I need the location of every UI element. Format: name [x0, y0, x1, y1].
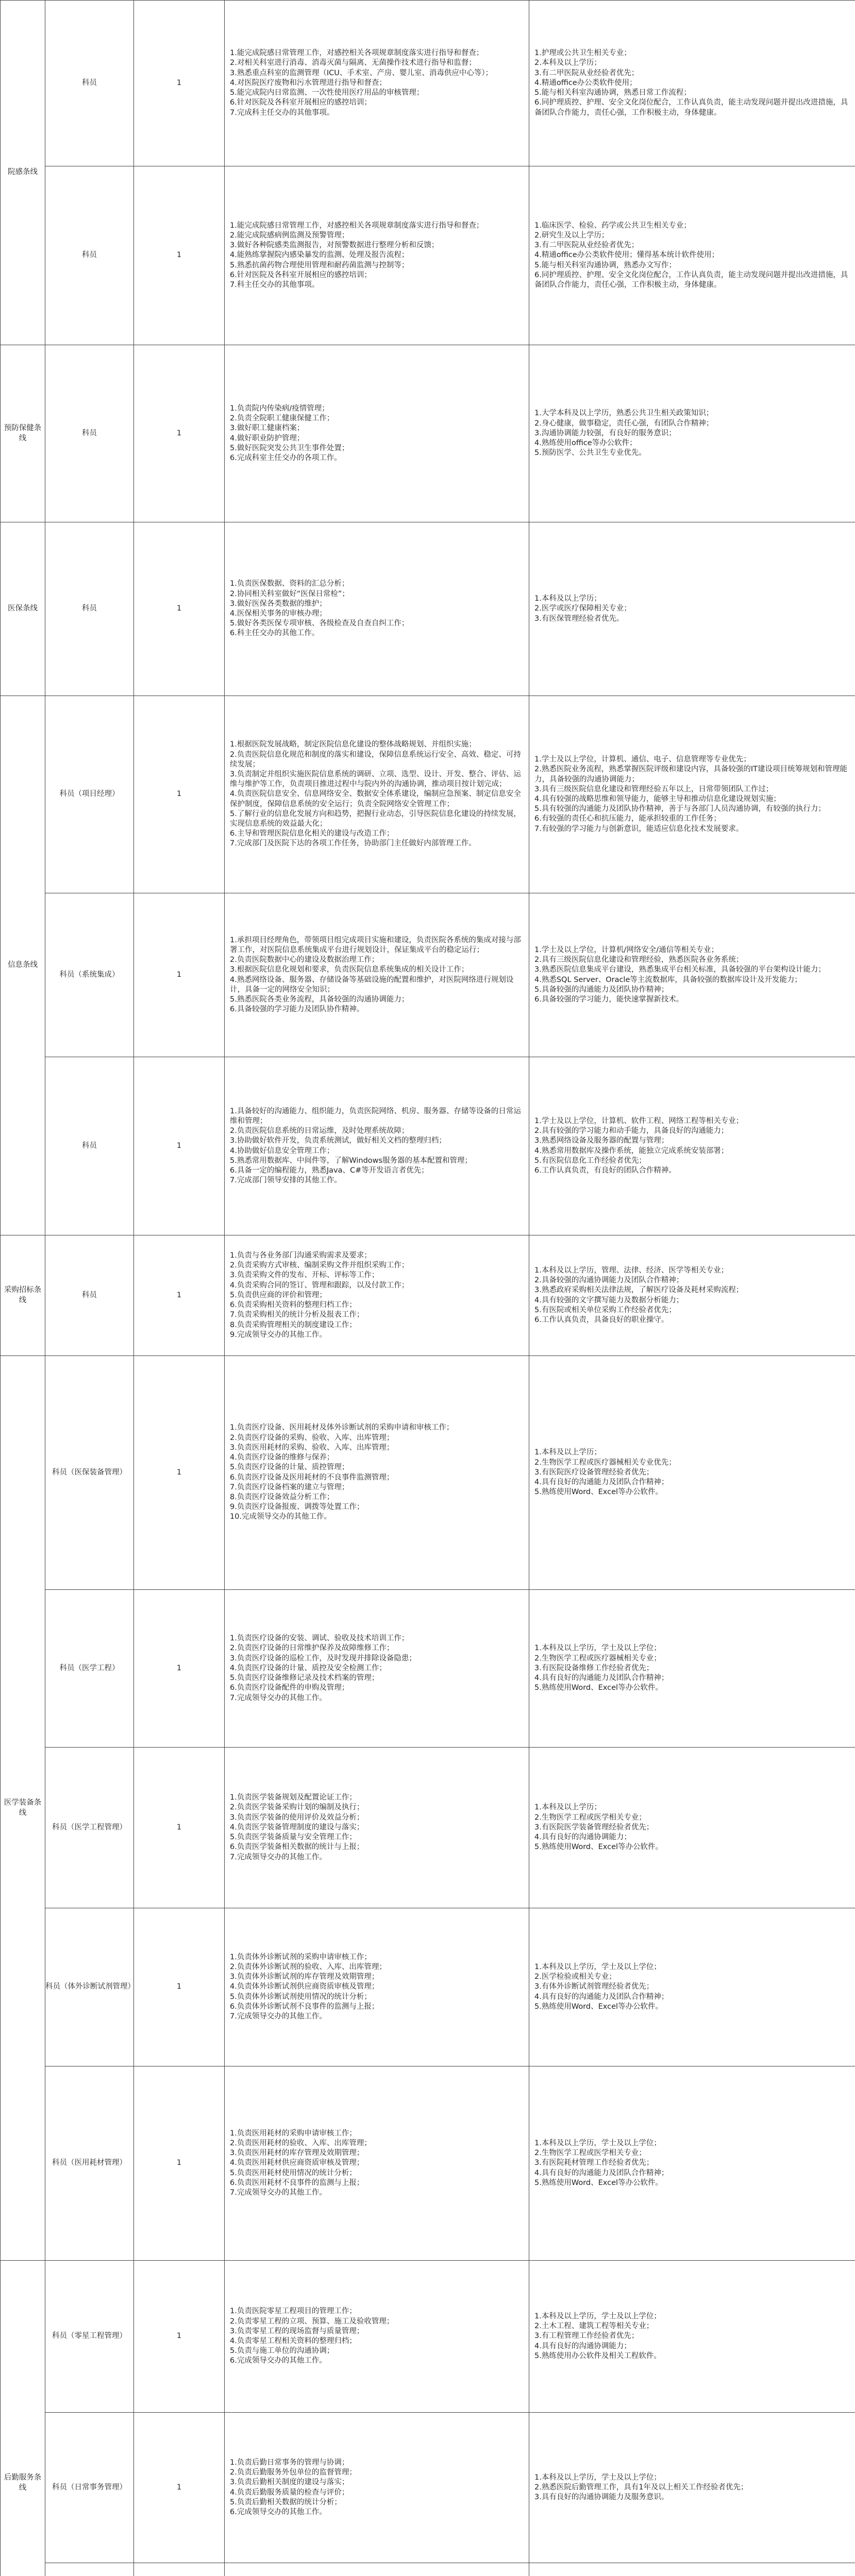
duty-line: 3.负责零星工程的现场监督与质量管理；	[230, 2327, 364, 2335]
post-cell	[45, 2563, 134, 2576]
requirement-line: 1.本科及以上学历，学士及以上学位；	[534, 1644, 661, 1653]
requirement-line: 1.护理或公共卫生相关专业；	[534, 49, 631, 58]
duty-line: 6.完成领导交办的其他工作。	[230, 2357, 327, 2365]
duty-line: 7.完成领导交办的其他工作。	[230, 2189, 327, 2197]
requirement-line: 3.有二甲医院从业经验者优先；	[534, 69, 639, 77]
requirement-line: 1.本科及以上学历；	[534, 1448, 601, 1457]
duties-cell	[225, 345, 529, 522]
duties-cell	[225, 1908, 529, 2066]
requirement-line: 2.熟悉医院后勤管理工作，具有1年及以上相关工作经验者优先；	[534, 2483, 748, 2492]
requirements-cell	[529, 1908, 855, 2066]
duty-line: 2.负责医院信息化规范和制度的落实和建设，保障信息系统运行安全、高效、稳定、可持续发展；	[230, 750, 521, 769]
requirement-line: 3.熟悉政府采购相关法律法规，了解医疗设备及耗材采购流程；	[534, 1286, 744, 1295]
requirement-line: 6.同护理质控、护理、安全文化岗位配合，工作认真负责，能主动发现问题并提出改进措施，具备团队合作能力，责任心强，工作积极主动，身体健康。	[534, 270, 848, 289]
duty-line: 4.协助做好信息安全管理工作；	[230, 1146, 334, 1155]
count-cell: 1	[134, 1908, 225, 2066]
requirement-line: 4.具有较强的文字撰写能力及数据分析能力；	[534, 1296, 684, 1304]
duty-line: 5.负责医疗设备的计量、质控管理；	[230, 1463, 349, 1472]
requirement-line: 4.熟悉常用数据库及操作系统，能独立完成系统安装部署；	[534, 1146, 729, 1155]
requirement-line: 5.熟练使用Word、Excel等办公软件。	[534, 2002, 663, 2011]
requirement-line: 1.本科及以上学历，学士及以上学位；	[534, 1962, 661, 1971]
requirement-line: 5.预防医学、公共卫生专业优先。	[534, 449, 646, 457]
count-cell: 1	[134, 696, 225, 893]
duty-line: 3.负责医用耗材的采购、验收、入库、出库管理；	[230, 1443, 394, 1452]
requirement-line: 1.本科及以上学历；	[534, 595, 601, 603]
requirement-line: 5.具有较强的沟通能力及团队协作精神，善于与各部门人员沟通协调，有较强的执行力；	[534, 805, 826, 814]
duty-line: 9.完成领导交办的其他工作。	[230, 1330, 327, 1339]
requirement-line: 2.土木工程、建筑工程等相关专业；	[534, 2322, 654, 2331]
category-cell: 院感条线	[1, 1, 45, 345]
post-cell: 科员	[45, 1235, 134, 1356]
requirement-line: 3.具有三级医院信息化建设和管理经验五年以上，日常带领团队工作过；	[534, 785, 774, 793]
table-row	[1, 2066, 855, 2261]
count-cell: 1	[134, 1590, 225, 1748]
requirement-line: 5.有医院或相关单位采购工作经验者优先；	[534, 1306, 676, 1314]
duty-line: 5.负责供应商的评价和管理；	[230, 1291, 327, 1299]
duty-line: 6.负责医疗设备及医用耗材的不良事件监测管理；	[230, 1473, 394, 1482]
requirements-cell	[529, 893, 855, 1057]
requirement-line: 4.精通office办公类软件使用；懂得基本统计软件使用；	[534, 251, 719, 260]
duties-cell	[225, 2563, 529, 2576]
requirement-line: 5.熟练使用Word、Excel等办公软件。	[534, 1843, 663, 1852]
duty-line: 4.负责医疗设备的维修与保养；	[230, 1453, 334, 1462]
category-cell: 预防保健条线	[1, 345, 45, 522]
duty-line: 1.负责医学装备规划及配置论证工作；	[230, 1793, 357, 1802]
requirement-line: 3.有医院设备维修工作经验者优先；	[534, 1664, 654, 1672]
duties-cell	[225, 1748, 529, 1908]
duty-line: 2.负责医院数据中心的建设及数据治理工作；	[230, 956, 379, 964]
duties-cell	[225, 2261, 529, 2413]
table-row	[1, 1356, 855, 1590]
duty-line: 10.完成领导交办的其他工作。	[230, 1513, 332, 1521]
requirement-line: 1.学士及以上学位，计算机、通信、电子、信息管理等专业优先；	[534, 755, 751, 764]
duty-line: 2.能完成院感病例监测及预警管理；	[230, 231, 349, 240]
count-cell: 1	[134, 1, 225, 166]
requirement-line: 6.具备较强的学习能力，能快速掌握新技术。	[534, 995, 684, 1004]
count-cell: 1	[134, 522, 225, 696]
duty-line: 1.负责体外诊断试剂的采购申请审核工作；	[230, 1953, 372, 1961]
requirement-line: 4.精通office办公类软件使用；	[534, 78, 637, 87]
post-cell: 科员（项目经理）	[45, 696, 134, 893]
requirement-line: 4.具有良好的沟通协调能力；	[534, 2342, 631, 2350]
duty-line: 1.负责后勤日常事务的管理与协调；	[230, 2458, 349, 2467]
requirement-line: 3.熟悉医院信息集成平台建设，熟悉集成平台相关标准，具备较强的平台架构设计能力；	[534, 965, 826, 974]
post-cell: 科员	[45, 166, 134, 345]
duty-line: 2.负责医疗设备的日常维护保养及故障维修工作；	[230, 1644, 394, 1653]
post-cell: 科员（医学工程管理）	[45, 1748, 134, 1908]
duty-line: 7.完成领导交办的其他工作。	[230, 2012, 327, 2021]
requirement-line: 1.临床医学、检验、药学或公共卫生相关专业；	[534, 221, 691, 230]
count-cell: 1	[134, 1748, 225, 1908]
duty-line: 6.完成科室主任交办的各项工作。	[230, 453, 342, 462]
requirement-line: 6.工作认真负责，有良好的团队合作精神。	[534, 1166, 676, 1175]
requirement-line: 2.研究生及以上学历；	[534, 231, 609, 240]
post-cell: 科员（日常事务管理）	[45, 2413, 134, 2563]
post-cell: 科员	[45, 345, 134, 522]
table-row	[1, 696, 855, 893]
requirement-line: 4.具有良好的沟通协调能力；	[534, 1833, 631, 1842]
requirement-line: 2.医学或医疗保障相关专业；	[534, 604, 631, 613]
duty-line: 2.负责全院职工健康保健工作；	[230, 414, 334, 423]
post-cell: 科员（医学工程）	[45, 1590, 134, 1748]
duty-line: 1.负责与各业务部门沟通采购需求及要求；	[230, 1251, 372, 1260]
duty-line: 2.负责医院信息系统的日常运维，及时处理系统故障；	[230, 1127, 409, 1136]
requirement-line: 4.熟悉SQL Server、Oracle等主流数据库，具备较强的数据库设计及开发能力；	[534, 975, 802, 984]
duty-line: 5.负责体外诊断试剂使用情况的统计分析；	[230, 1992, 372, 2001]
duty-line: 2.负责医学装备采购计划的编制及执行；	[230, 1803, 364, 1812]
requirement-line: 1.本科及以上学历，学士及以上学位；	[534, 2473, 661, 2482]
requirements-cell	[529, 1748, 855, 1908]
duties-cell	[225, 893, 529, 1057]
duty-line: 4.医保相关事务的审核办理；	[230, 609, 327, 618]
duties-cell	[225, 1057, 529, 1235]
requirement-line: 4.具有良好的沟通能力及团队合作精神；	[534, 2168, 669, 2177]
duty-line: 6.具备较强的学习能力及团队协作精神。	[230, 1005, 364, 1014]
requirements-cell	[529, 1356, 855, 1590]
requirement-line: 3.有医院医疗设备管理经验者优先；	[534, 1468, 654, 1477]
requirements-cell	[529, 166, 855, 345]
duty-line: 4.负责医院信息安全、信息网络安全、数据安全体系建设，编制应急预案、制定信息安全保护制度，保障信息系统的安全运行；负责全院网络安全管理工作；	[230, 790, 521, 808]
duties-cell	[225, 1356, 529, 1590]
requirement-line: 5.熟练使用Word、Excel等办公软件。	[534, 1684, 663, 1692]
duty-line: 5.负责医学装备质量与安全管理工作；	[230, 1833, 357, 1842]
duty-line: 3.负责采购文件的发布、开标、评标等工作；	[230, 1271, 379, 1280]
duty-line: 6.负责医用耗材不良事件的监测与上报；	[230, 2178, 364, 2187]
duty-line: 8.负责采购管理相关的制度建设工作；	[230, 1320, 357, 1329]
count-cell	[134, 2563, 225, 2576]
category-cell: 采购招标条线	[1, 1235, 45, 1356]
duty-line: 7.完成领导交办的其他工作。	[230, 1693, 327, 1702]
count-cell: 1	[134, 2261, 225, 2413]
duties-cell	[225, 1, 529, 166]
post-cell: 科员（医用耗材管理）	[45, 2066, 134, 2261]
requirement-line: 1.本科及以上学历，学士及以上学位；	[534, 2139, 661, 2147]
duty-line: 6.具备一定的编程能力，熟悉Java、C#等开发语言者优先；	[230, 1166, 429, 1175]
requirement-line: 3.熟悉网络设备及服务器的配置与管理；	[534, 1137, 669, 1145]
duty-line: 7.完成科主任交办的其他事项。	[230, 108, 334, 117]
requirements-cell	[529, 696, 855, 893]
duty-line: 8.负责医疗设备效益分析工作；	[230, 1493, 334, 1501]
post-cell: 科员（体外诊断试剂管理）	[45, 1908, 134, 2066]
requirement-line: 2.具备较强的沟通协调能力及团队合作精神；	[534, 1276, 684, 1285]
requirement-line: 1.大学本科及以上学历，熟悉公共卫生相关政策知识；	[534, 409, 714, 418]
duty-line: 4.能熟练掌握院内感染暴发的监测、处理及报告流程；	[230, 251, 409, 260]
requirement-line: 3.有工程管理工作经验者优先；	[534, 2332, 639, 2341]
table-row	[1, 893, 855, 1057]
requirement-line: 5.熟练使用Word、Excel等办公软件。	[534, 1488, 663, 1497]
requirement-line: 6.工作认真负责，具备良好的职业操守。	[534, 1315, 669, 1324]
duty-line: 4.负责医用耗材供应商资质审核及管理；	[230, 2159, 364, 2167]
requirement-line: 6.同护理质控、护理、安全文化岗位配合，工作认真负责，能主动发现问题并提出改进措施，具备团队合作能力，责任心强，工作积极主动，身体健康。	[534, 98, 848, 117]
duty-line: 3.负责体外诊断试剂的库存管理及效期管理；	[230, 1973, 379, 1981]
requirement-line: 3.有体外诊断试剂管理经验者优先；	[534, 1982, 654, 1991]
duty-line: 5.熟悉医院各类业务流程，具备较强的沟通协调能力；	[230, 995, 409, 1004]
duty-line: 7.负责医疗设备档案的建立与管理；	[230, 1483, 349, 1492]
duty-line: 3.负责医疗设备的巡检工作，及时发现并排除设备隐患；	[230, 1654, 416, 1663]
count-cell: 1	[134, 166, 225, 345]
duty-line: 2.负责后勤服务外包单位的监督管理；	[230, 2468, 357, 2477]
requirement-line: 5.熟练使用Word、Excel等办公软件。	[534, 2178, 663, 2187]
table-row	[1, 1235, 855, 1356]
table-row	[1, 1590, 855, 1748]
duty-line: 4.负责采购合同的签订、管理和跟踪，以及付款工作；	[230, 1281, 409, 1290]
count-cell: 1	[134, 1356, 225, 1590]
requirement-line: 2.生物医学工程或医疗器械相关专业优先；	[534, 1458, 676, 1467]
post-cell: 科员（系统集成）	[45, 893, 134, 1057]
duties-cell	[225, 1235, 529, 1356]
duties-cell	[225, 1590, 529, 1748]
duty-line: 5.负责后勤相关数据的统计分析；	[230, 2498, 342, 2506]
requirement-line: 4.具有良好的沟通能力及团队合作精神；	[534, 1992, 669, 2001]
requirements-cell	[529, 2261, 855, 2413]
requirement-line: 3.有医院医学装备管理经验者优先；	[534, 1823, 654, 1832]
category-cell: 信息条线	[1, 696, 45, 1235]
requirement-line: 7.有较强的学习能力与创新意识，能适应信息化技术发展要求。	[534, 824, 744, 833]
duty-line: 4.负责医学装备管理制度的建设与落实；	[230, 1823, 364, 1832]
duty-line: 5.负责医疗设备维修记录及技术档案的管理；	[230, 1674, 379, 1683]
duty-line: 6.负责体外诊断试剂不良事件的监测与上报；	[230, 2002, 379, 2011]
duty-line: 3.做好职工健康档案；	[230, 424, 305, 433]
requirement-line: 2.具有三级医院信息化建设和管理经验，熟悉医院各业务系统；	[534, 956, 744, 964]
duty-line: 2.协同相关科室做好“医保日常检”；	[230, 589, 349, 598]
table-row	[1, 2261, 855, 2413]
duty-line: 6.负责采购相关资料的整理归档工作；	[230, 1301, 357, 1310]
duty-line: 2.对相关科室进行消毒、消毒灭菌与隔离、无菌操作技术进行指导和监督；	[230, 59, 476, 67]
duty-line: 7.完成领导交办的其他工作。	[230, 1853, 327, 1861]
requirements-cell	[529, 1235, 855, 1356]
requirement-line: 5.有医院信息化工作经验者优先；	[534, 1156, 646, 1165]
duty-line: 2.负责医疗设备的采购、验收、入库、出库管理；	[230, 1433, 394, 1442]
post-cell: 科员（医保装备管理）	[45, 1356, 134, 1590]
requirement-line: 2.具有较强的学习能力和动手能力，具备良好的沟通能力；	[534, 1127, 729, 1136]
duty-line: 1.负责院内传染病/疫情管理；	[230, 404, 329, 413]
duties-cell	[225, 522, 529, 696]
duty-line: 2.负责零星工程的立项、预算、施工及验收管理；	[230, 2317, 394, 2326]
duty-line: 6.完成领导交办的其他工作。	[230, 2507, 327, 2516]
requirement-line: 3.有二甲医院从业经验者优先；	[534, 241, 639, 250]
duty-line: 9.负责医疗设备报废、调拨等处置工作；	[230, 1503, 364, 1512]
count-cell: 1	[134, 345, 225, 522]
requirement-line: 3.具有良好的沟通协调能力及服务意识。	[534, 2493, 669, 2502]
duty-line: 7.完成部门领导安排的其他工作。	[230, 1176, 342, 1185]
duties-cell	[225, 166, 529, 345]
requirement-line: 5.能与相关科室沟通协调，熟悉日常工作流程；	[534, 89, 691, 97]
table-row	[1, 345, 855, 522]
post-cell: 科员	[45, 1, 134, 166]
duty-line: 5.了解行业的信息化发展方向和趋势，把握行业动态，引导医院信息化建设的持续发展，实现信息系统的效益最大化；	[230, 809, 521, 828]
post-cell: 科员	[45, 522, 134, 696]
count-cell: 1	[134, 893, 225, 1057]
requirement-line: 4.熟练使用office等办公软件；	[534, 439, 637, 448]
duty-line: 4.负责体外诊断试剂供应商资质审核及管理；	[230, 1982, 379, 1991]
post-cell: 科员	[45, 1057, 134, 1235]
duty-line: 1.能完成院感日常管理工作，对感控相关各项规章制度落实进行指导和督查；	[230, 221, 484, 230]
table-body	[1, 1, 855, 2576]
requirement-line: 4.具有良好的沟通能力及团队合作精神；	[534, 1674, 669, 1683]
table-row	[1, 2563, 855, 2576]
requirement-line: 1.本科及以上学历，学士及以上学位；	[534, 2312, 661, 2320]
duty-line: 6.针对医院及各科室开展相应的感控培训；	[230, 270, 372, 279]
requirement-line: 1.学士及以上学位，计算机/网络安全/通信等相关专业；	[534, 945, 719, 954]
category-cell: 医学装备条线	[1, 1356, 45, 2261]
duty-line: 7.完成部门及医院下达的各项工作任务，协助部门主任做好内部管理工作。	[230, 839, 476, 848]
duty-line: 1.负责医院零星工程项目的管理工作；	[230, 2307, 357, 2316]
duty-line: 3.协助做好软件开发，负责系统测试，做好相关文档的整理归档；	[230, 1137, 446, 1145]
requirement-line: 4.具有良好的沟通能力及团队合作精神；	[534, 1478, 669, 1487]
table-row	[1, 1908, 855, 2066]
duty-line: 1.能完成院感日常管理工作，对感控相关各项规章制度落实进行指导和督查；	[230, 49, 484, 58]
duty-line: 3.做好医保各类数据的维护；	[230, 599, 327, 608]
duties-cell	[225, 2066, 529, 2261]
requirement-line: 3.有医保管理经验者优先。	[534, 614, 624, 623]
duty-line: 4.负责后勤服务质量的检查与评价；	[230, 2488, 349, 2497]
duty-line: 1.承担项目经理角色，带领项目组完成项目实施和建设，负责医院各系统的集成对接与部署工作，对医院信息系统集成平台进行规划设计，保证集成平台的稳定运行；	[230, 936, 521, 954]
duty-line: 2.负责医用耗材的验收、入库、出库管理；	[230, 2139, 372, 2147]
requirements-cell	[529, 2066, 855, 2261]
duty-line: 4.做好职业防护管理；	[230, 434, 305, 443]
count-cell: 1	[134, 2413, 225, 2563]
requirement-line: 2.医学检验或相关专业；	[534, 1973, 616, 1981]
count-cell: 1	[134, 2066, 225, 2261]
table-row	[1, 1, 855, 166]
duty-line: 6.负责医疗设备配件的申购及管理；	[230, 1684, 349, 1692]
requirements-cell	[529, 1057, 855, 1235]
requirement-line: 5.能与相关科室沟通协调，熟悉办文写作；	[534, 261, 676, 269]
count-cell: 1	[134, 1057, 225, 1235]
requirement-line: 2.生物医学工程或医学相关专业；	[534, 1813, 646, 1822]
requirement-line: 2.本科及以上学历；	[534, 59, 601, 67]
requirement-line: 2.熟悉医院业务流程，熟悉掌握医院评级和建设内容，具备较强的IT建设项目统筹规划和管理能力，具备较强的沟通协调能力；	[534, 765, 847, 784]
requirement-line: 2.生物医学工程或医疗器械相关专业；	[534, 1654, 661, 1663]
requirement-line: 1.本科及以上学历，管理、法律、经济、医学等相关专业；	[534, 1266, 729, 1275]
duty-line: 5.做好各类医保专项审核、各级检查及自查自纠工作；	[230, 619, 409, 628]
table-row	[1, 1748, 855, 1908]
duty-line: 1.具备较好的沟通能力、组织能力，负责医院网络、机房、服务器、存储等设备的日常运维和管理；	[230, 1107, 521, 1125]
requirements-cell	[529, 345, 855, 522]
duty-line: 3.做好各种院感类监测报告，对预警数据进行整理分析和反馈；	[230, 241, 439, 250]
requirement-line: 2.生物医学工程或医学相关专业；	[534, 2149, 646, 2158]
duty-line: 5.做好医院突发公共卫生事件处置；	[230, 444, 349, 452]
requirement-line: 4.具有较强的战略思维和领导能力，能够主导和推动信息化建设规划实施；	[534, 795, 781, 803]
duty-line: 3.根据医院信息化规划和要求，负责医院信息系统集成的相关设计工作；	[230, 965, 469, 974]
requirement-line: 2.身心健康，做事稳定，责任心强，有团队合作精神；	[534, 419, 714, 428]
duty-line: 1.负责医疗设备、医用耗材及体外诊断试剂的采购申请和审核工作；	[230, 1423, 454, 1432]
duty-line: 2.负责体外诊断试剂的验收、入库、出库管理；	[230, 1962, 387, 1971]
duty-line: 1.负责医保数据、资料的汇总分析；	[230, 580, 349, 588]
duty-line: 1.负责医用耗材的采购申请审核工作；	[230, 2129, 357, 2138]
requirements-cell	[529, 522, 855, 696]
requirements-cell	[529, 2563, 855, 2576]
table-row	[1, 522, 855, 696]
duty-line: 5.能完成院内日常监测、一次性使用医疗用品的审核管理；	[230, 89, 424, 97]
table-row	[1, 2413, 855, 2563]
requirements-cell	[529, 1590, 855, 1748]
duty-line: 5.熟悉抗菌药物合理使用管理和耐药菌监测与控制等；	[230, 261, 409, 269]
requirement-line: 1.本科及以上学历；	[534, 1803, 601, 1812]
post-cell: 科员（零星工程管理）	[45, 2261, 134, 2413]
requirement-line: 3.沟通协调能力较强，有良好的服务意识；	[534, 429, 676, 437]
table-row	[1, 1057, 855, 1235]
duty-line: 3.负责医学装备的使用评价及效益分析；	[230, 1813, 364, 1822]
category-cell: 医保条线	[1, 522, 45, 696]
requirements-cell	[529, 2413, 855, 2563]
duties-cell	[225, 2413, 529, 2563]
duty-line: 6.科主任交办的其他工作。	[230, 629, 320, 638]
duty-line: 6.负责医学装备相关数据的统计与上报；	[230, 1843, 364, 1852]
count-cell: 1	[134, 1235, 225, 1356]
duty-line: 6.针对医院及各科室开展相应的感控培训；	[230, 98, 372, 107]
requirement-line: 6.有较强的责任心和抗压能力，能承担较重的工作任务；	[534, 815, 721, 823]
requirement-line: 5.具备较强的沟通能力及团队协作精神；	[534, 985, 669, 994]
duty-line: 7.负责采购相关的统计分析及报表工作；	[230, 1311, 364, 1319]
duty-line: 5.负责与施工单位的沟通协调；	[230, 2347, 334, 2355]
requirement-line: 1.学士及以上学位，计算机、软件工程、网络工程等相关专业；	[534, 1116, 744, 1125]
duty-line: 3.负责后勤相关制度的建设与落实；	[230, 2478, 349, 2487]
duty-line: 4.负责医疗设备的计量、质控及安全检测工作；	[230, 1664, 387, 1672]
category-cell: 后勤服务条线	[1, 2261, 45, 2576]
table-row	[1, 166, 855, 345]
duty-line: 4.对医院医疗废物和污水管理进行指导和督查；	[230, 78, 387, 87]
duty-line: 4.熟悉网络设备、服务器、存储设备等基础设施的配置和维护，对医院网络进行规划设计，具备一定的网络安全知识；	[230, 975, 514, 994]
duty-line: 1.负责医疗设备的安装、调试、验收及技术培训工作；	[230, 1634, 409, 1643]
requirement-line: 3.有医院耗材管理工作经验者优先；	[534, 2159, 654, 2167]
duties-cell	[225, 696, 529, 893]
duty-line: 6.主导和管理医院信息化相关的建设与改造工作；	[230, 829, 394, 838]
requirement-line: 5.熟练使用办公软件及相关工程软件。	[534, 2351, 661, 2360]
duty-line: 3.负责医用耗材的库存管理及效期管理；	[230, 2149, 364, 2158]
duty-line: 7.科主任交办的其他事项。	[230, 281, 320, 289]
duty-line: 4.负责零星工程相关资料的整理归档；	[230, 2337, 357, 2345]
duty-line: 3.熟悉重点科室的监测管理（ICU、手术室、产房、婴儿室、消毒供应中心等）；	[230, 69, 493, 77]
duty-line: 5.负责医用耗材使用情况的统计分析；	[230, 2168, 357, 2177]
duty-line: 3.负责制定并组织实施医院信息系统的调研、立项、选型、设计、开发、整合、评估、运维与维护等工作，负责项目推进过程中与院内外的沟通协调，推动项目按计划完成；	[230, 770, 521, 789]
duty-line: 5.熟悉常用数据库、中间件等，了解Windows服务器的基本配置和管理；	[230, 1156, 473, 1165]
duty-line: 2.负责采购方式审核、编制采购文件并组织采购工作；	[230, 1261, 409, 1270]
duty-line: 1.根据医院发展战略，制定医院信息化建设的整体战略规划、并组织实施；	[230, 740, 476, 749]
requirements-cell	[529, 1, 855, 166]
